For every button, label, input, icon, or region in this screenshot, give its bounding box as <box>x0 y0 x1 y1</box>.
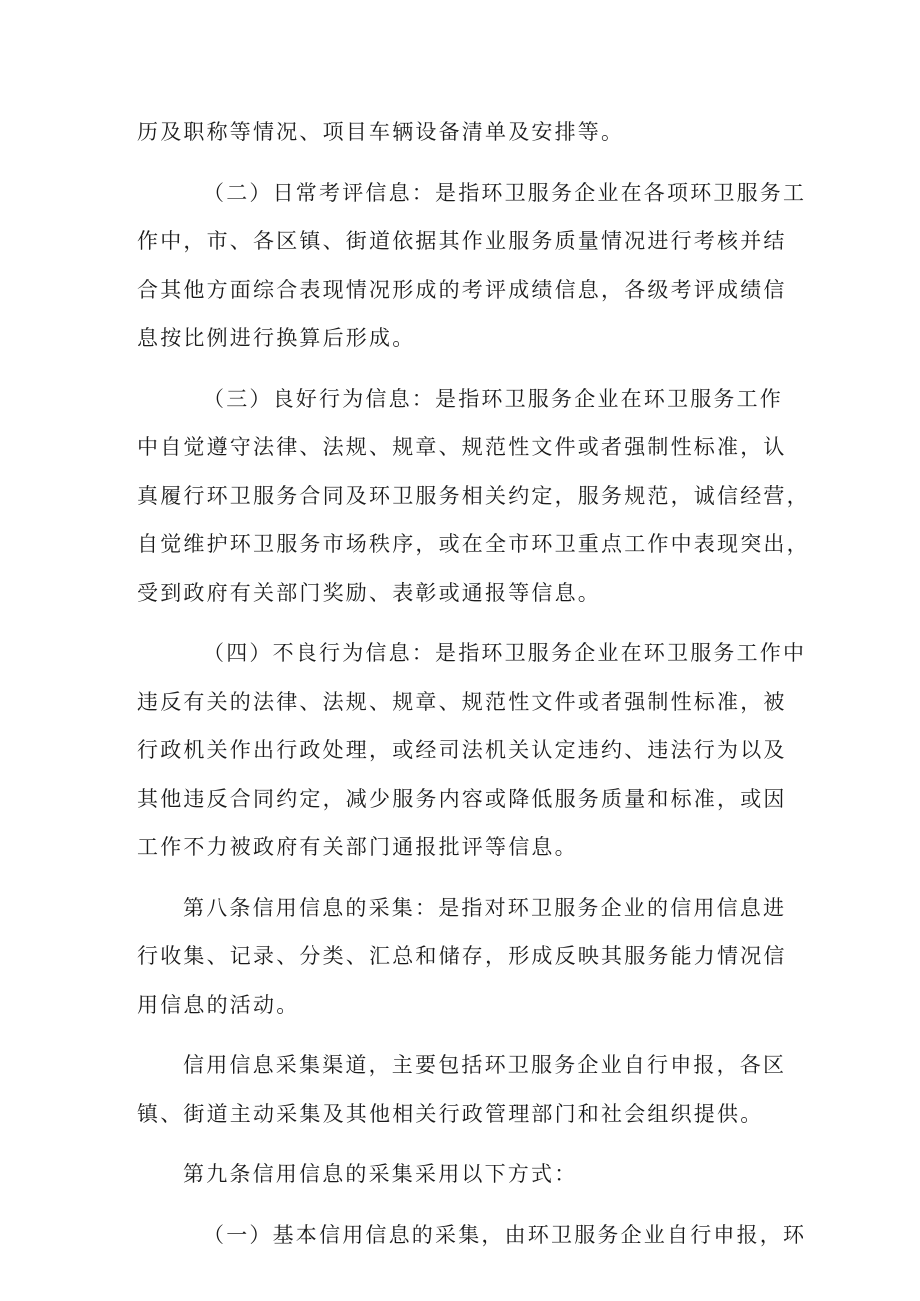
text-line: （一）基本信用信息的采集，由环卫服务企业自行申报，环 <box>203 1222 807 1247</box>
text-line: 其他违反合同约定，减少服务内容或降低服务质量和标准，或因 <box>137 786 787 811</box>
paragraph-article-8 <box>137 884 797 1030</box>
text-line: 息按比例进行换算后形成。 <box>137 326 416 350</box>
paragraph-continuation <box>137 108 797 157</box>
text-line: 第八条信用信息的采集：是指对环卫服务企业的信用信息进 <box>183 895 787 920</box>
text-line: 受到政府有关部门奖励、表彰或通报等信息。 <box>137 580 601 605</box>
text-line: 行收集、记录、分类、汇总和储存，形成反映其服务能力情况信 <box>137 944 787 968</box>
text-line: （三）良好行为信息：是指环卫服务企业在环卫服务工作 <box>203 386 783 411</box>
text-line: 用信息的活动。 <box>137 992 300 1017</box>
paragraph-bad-behavior <box>137 629 807 872</box>
text-line: 自觉维护环卫服务市场秩序，或在全市环卫重点工作中表现突出， <box>137 532 810 556</box>
text-line: 工作不力被政府有关部门通报批评等信息。 <box>137 835 578 859</box>
text-line: 镇、街道主动采集及其他相关行政管理部门和社会组织提供。 <box>137 1101 764 1126</box>
text-line: （四）不良行为信息：是指环卫服务企业在环卫服务工作中 <box>203 641 807 665</box>
text-line: 行政机关作出行政处理，或经司法机关认定违约、违法行为以及 <box>137 738 787 762</box>
text-line: 中自觉遵守法律、法规、规章、规范性文件或者强制性标准，认 <box>137 435 787 459</box>
paragraph-collection-channels <box>137 1041 797 1138</box>
document-page <box>137 108 810 1259</box>
paragraph-good-behavior <box>137 375 810 618</box>
text-line: 历及职称等情况、项目车辆设备清单及安排等。 <box>137 120 625 144</box>
text-line: 信用信息采集渠道，主要包括环卫服务企业自行申报，各区 <box>183 1053 787 1077</box>
paragraph-article-9 <box>137 1150 797 1199</box>
text-line: 合其他方面综合表现情况形成的考评成绩信息，各级考评成绩信 <box>137 277 787 302</box>
text-line: （二）日常考评信息：是指环卫服务企业在各项环卫服务工 <box>203 180 807 205</box>
text-line: 作中，市、各区镇、街道依据其作业服务质量情况进行考核并结 <box>137 229 787 253</box>
text-line: 违反有关的法律、法规、规章、规范性文件或者强制性标准，被 <box>137 689 787 714</box>
text-line: 真履行环卫服务合同及环卫服务相关约定，服务规范，诚信经营， <box>137 483 810 508</box>
paragraph-basic-info-collection <box>137 1211 807 1260</box>
text-line: 第九条信用信息的采集采用以下方式： <box>183 1162 578 1186</box>
paragraph-daily-evaluation <box>137 169 807 363</box>
